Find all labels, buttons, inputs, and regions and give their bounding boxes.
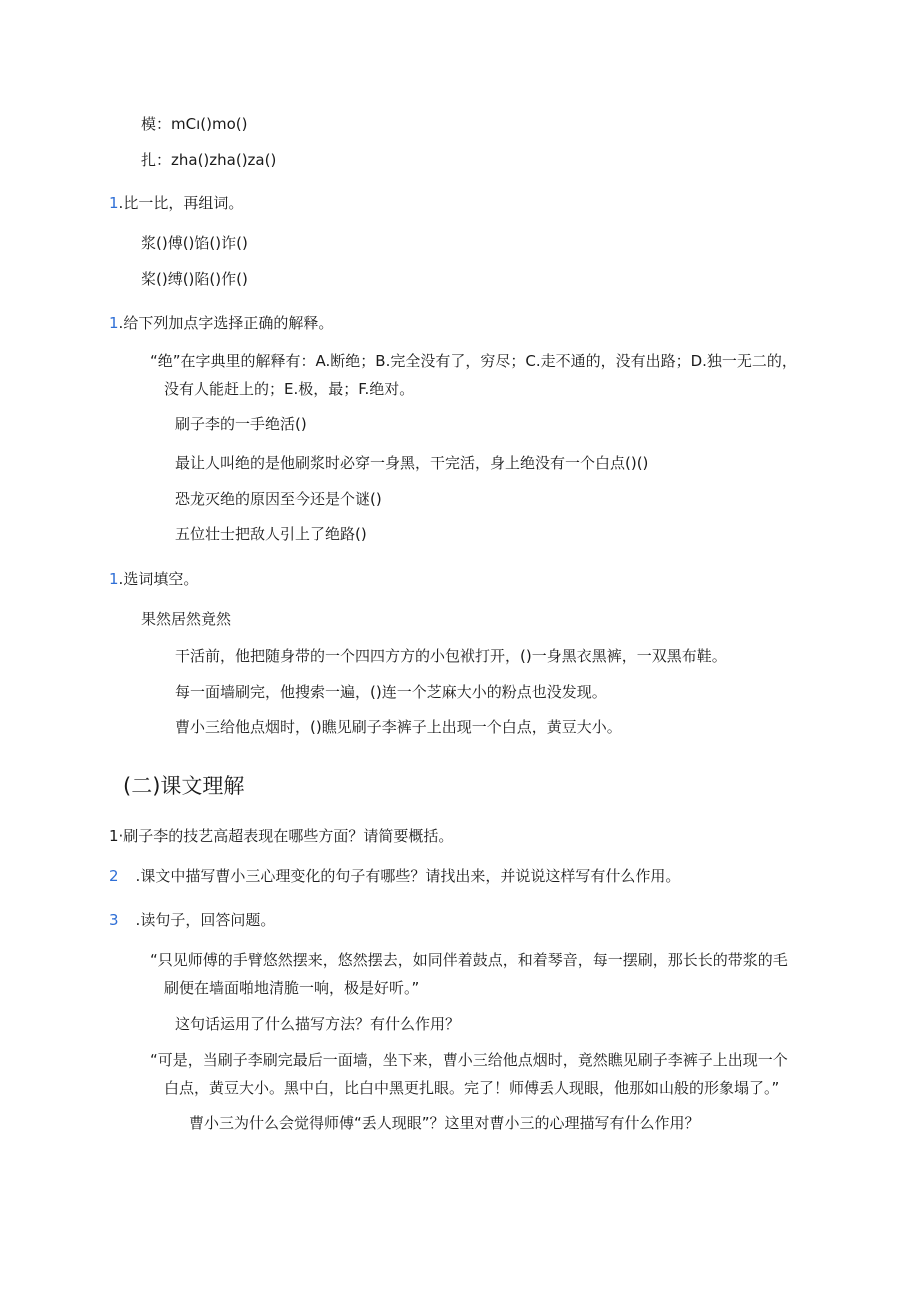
question-compare-title (109, 193, 243, 213)
fill-item: 干活前，他把随身带的一个四四方方的小包袱打开，()一身黑衣黑裤，一双黑布鞋。 (175, 647, 727, 665)
question-number: 1 (109, 194, 119, 212)
quote-1-line-1: “只见师傅的手臂悠然摆来，悠然摆去，如同伴着鼓点，和着琴音，每一摆刷，那长长的带浆的毛 (150, 951, 788, 969)
question-text: .读句子，回答问题。 (135, 911, 276, 929)
follow-up-question-1: 这句话运用了什么描写方法？有什么作用？ (175, 1015, 461, 1033)
quote-1-line-2: 刷便在墙面啪地清脆一响，极是好听。” (164, 979, 420, 997)
explain-item: 五位壮士把敌人引上了绝路() (175, 525, 367, 543)
question-number: 1 (109, 570, 119, 588)
question-fill-title (109, 569, 198, 589)
definition-line-2: 没有人能赶上的；E.极，最；F.绝对。 (164, 380, 415, 398)
question-number: 1 (109, 314, 119, 332)
question-text: .给下列加点字选择正确的解释。 (118, 314, 334, 332)
question-number: 3 (109, 911, 119, 929)
follow-up-question-2: 曹小三为什么会觉得师傅“丢人现眼”？这里对曹小三的心理描写有什么作用？ (189, 1114, 700, 1132)
fill-item: 曹小三给他点烟时，()瞧见刷子李裤子上出现一个白点，黄豆大小。 (175, 718, 622, 736)
question-text: .课文中描写曹小三心理变化的句子有哪些？请找出来，并说说这样写有什么作用。 (135, 867, 681, 885)
question-text: .比一比，再组词。 (118, 194, 244, 212)
word-choices: 果然居然竟然 (141, 610, 232, 628)
quote-2-line-2: 白点，黄豆大小。黑中白，比白中黑更扎眼。完了！师傅丢人现眼，他那如山般的形象塌了。” (164, 1079, 780, 1097)
question-explain-title (109, 313, 333, 333)
explain-item: 恐龙灭绝的原因至今还是个谜() (175, 490, 382, 508)
compare-row-1: 浆()傅()馅()诈() (141, 234, 248, 252)
comprehension-q3 (109, 910, 275, 930)
quote-2-line-1: “可是，当刷子李刷完最后一面墙，坐下来，曹小三给他点烟时，竟然瞧见刷子李裤子上出现一个 (150, 1051, 788, 1069)
definition-line-1: “绝”在字典里的解释有：A.断绝；B.完全没有了，穷尽；C.走不通的，没有出路；D.独一无二的， (150, 352, 797, 370)
fill-item: 每一面墙刷完，他搜索一遍，()连一个芝麻大小的粉点也没发现。 (175, 683, 607, 701)
section-heading: (二)课文理解 (123, 774, 245, 798)
question-text: .选词填空。 (118, 570, 199, 588)
question-number: 2 (109, 867, 119, 885)
pinyin-mo-line: 模：mCı()mo() (141, 115, 248, 133)
compare-row-2: 桨()缚()陷()作() (141, 270, 248, 288)
explain-item: 最让人叫绝的是他刷浆时必穿一身黑，干完活，身上绝没有一个白点()() (175, 454, 649, 472)
comprehension-q1: 1·刷子李的技艺高超表现在哪些方面？请简要概括。 (109, 827, 454, 845)
pinyin-zha-line: 扎：zha()zha()za() (141, 151, 277, 169)
explain-item: 刷子李的一手绝活() (175, 415, 307, 433)
comprehension-q2 (109, 866, 680, 886)
